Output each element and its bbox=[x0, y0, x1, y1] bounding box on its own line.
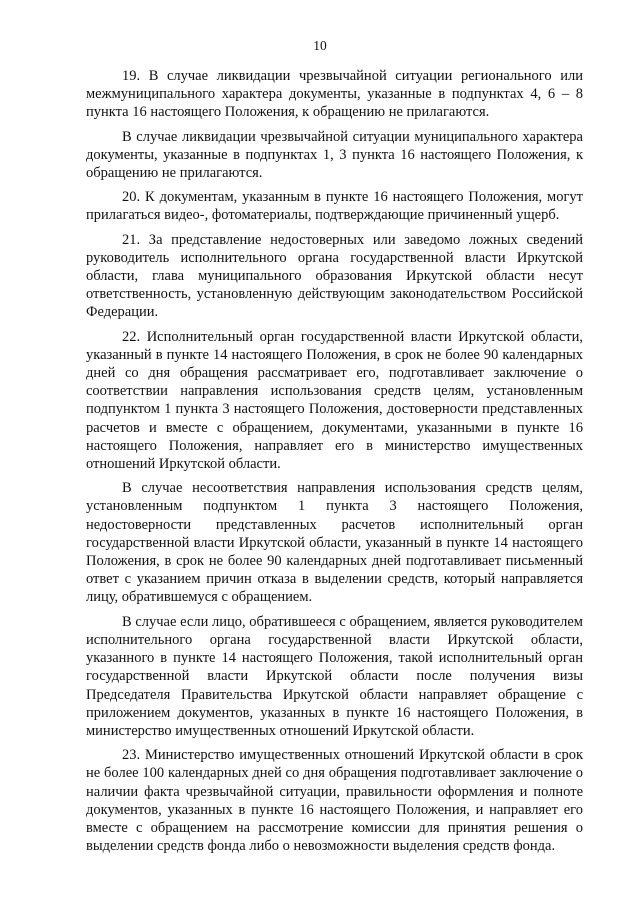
paragraph-22-mismatch: В случае несоответствия направления использования средств целям, установленным подпунктом 1 пункта 3 настоящего Положения, недостоверности представленных расчетов исполнительный орган государственной власти Иркутской области, указанный в пункте 14 настоящего Положения, в срок не более 90 календарных дней подготавливает письменный ответ с указанием причин отказа в выделении средств, который направляется лицу, обратившемуся с обращением. bbox=[86, 480, 583, 606]
paragraph-21: 21. За представление недостоверных или заведомо ложных сведений руководитель исполнительного органа государственной власти Иркутской области, глава муниципального образования Иркутской области несут ответственность, установленную действующим законодательством Российской Федерации. bbox=[86, 231, 583, 321]
paragraph-19: 19. В случае ликвидации чрезвычайной ситуации регионального или межмуниципального характера документы, указанные в подпунктах 4, 6 – 8 пункта 16 настоящего Положения, к обращению не прилагаются. bbox=[86, 68, 583, 121]
page-number: 10 bbox=[313, 38, 327, 53]
paragraph-23: 23. Министерство имущественных отношений Иркутской области в срок не более 100 календарных дней со дня обращения подготавливает заключение о наличии факта чрезвычайной ситуации, правильности оформления и полноте документов, указанных в пункте 16 настоящего Положения, и направляет его вместе с обращением на рассмотрение комиссии для принятия решения о выделении средств фонда либо о невозможности выделения средств фонда. bbox=[86, 747, 583, 855]
paragraph-20: 20. К документам, указанным в пункте 16 настоящего Положения, могут прилагаться видео-, фотоматериалы, подтверждающие причиненный ущерб. bbox=[86, 189, 583, 224]
document-body bbox=[86, 67, 583, 855]
paragraph-22: 22. Исполнительный орган государственной власти Иркутской области, указанный в пункте 14 настоящего Положения, в срок не более 90 календарных дней со дня обращения рассматривает его, подготавливает заключение о соответствии направления использования средств целям, установленным подпунктом 1 пункта 3 настоящего Положения, достоверности представленных расчетов и вместе с обращением, документами, указанными в пункте 16 настоящего Положения, направляет его в министерство имущественных отношений Иркутской области. bbox=[86, 328, 583, 473]
paragraph-22-head-applicant: В случае если лицо, обратившееся с обращением, является руководителем исполнительного органа государственной власти Иркутской области, указанного в пункте 14 настоящего Положения, такой исполнительный орган государственной власти Иркутской области после получения визы Председателя Правительства Иркутской области направляет обращение с приложением документов, указанных в пункте 16 настоящего Положения, в министерство имущественных отношений Иркутской области. bbox=[86, 613, 583, 739]
paragraph-19-municipal: В случае ликвидации чрезвычайной ситуации муниципального характера документы, указанные в подпунктах 1, 3 пункта 16 настоящего Положения, к обращению не прилагаются. bbox=[86, 128, 583, 182]
